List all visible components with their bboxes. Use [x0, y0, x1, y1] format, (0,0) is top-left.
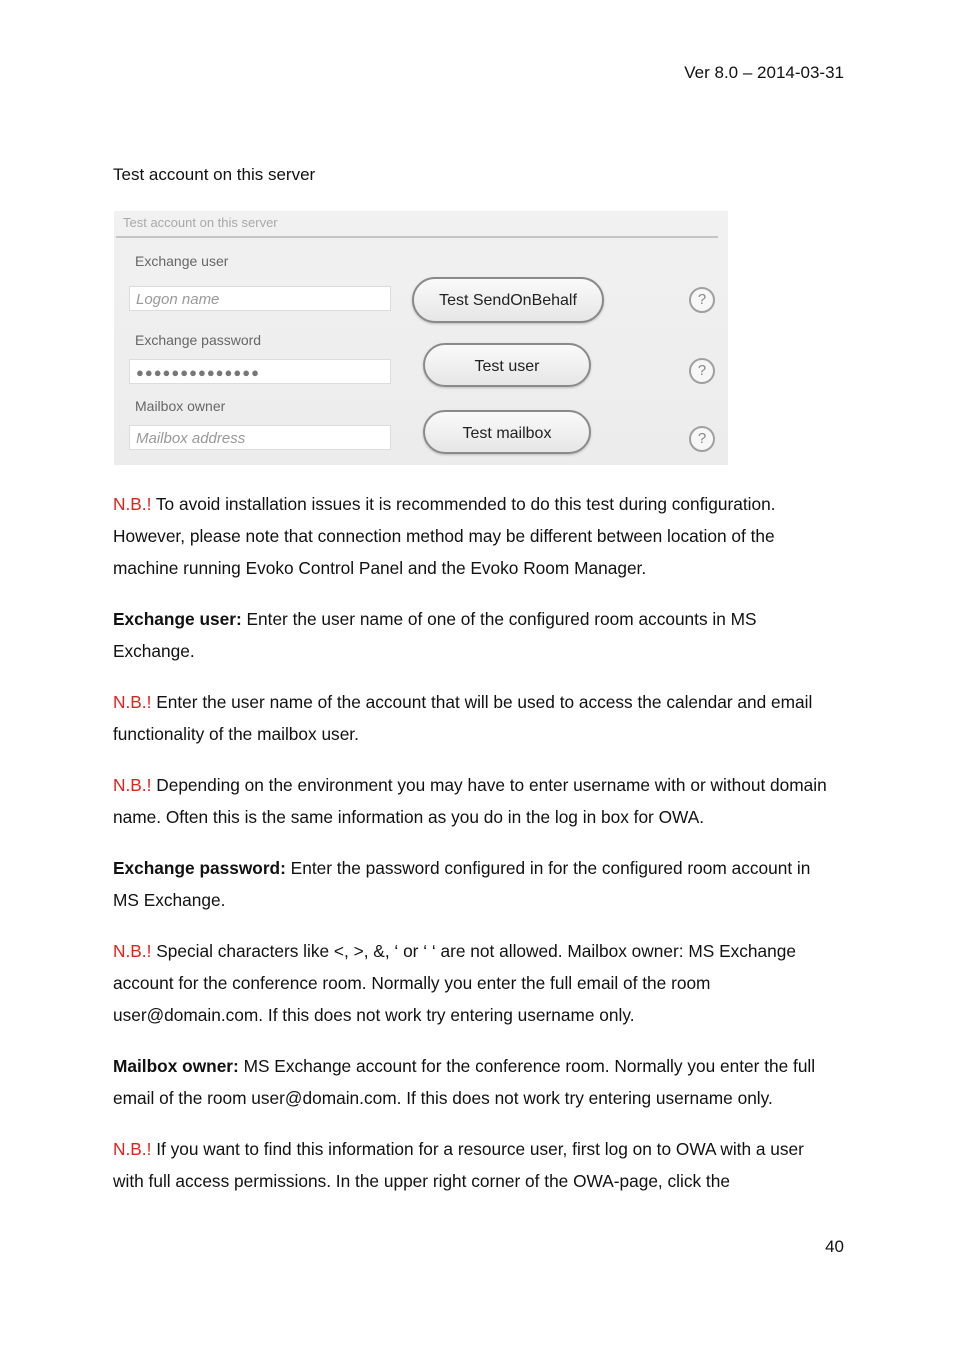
body-text	[113, 488, 839, 1216]
help-icon[interactable]: ?	[689, 358, 715, 384]
exchange-user-label: Exchange user	[135, 253, 229, 269]
section-heading: Test account on this server	[113, 165, 316, 184]
paragraph-text: Depending on the environment you may have to enter username with or without domain name. Often this is the same information as you do in the log in box for OWA.	[113, 775, 827, 827]
help-icon[interactable]: ?	[689, 287, 715, 313]
panel-title: Test account on this server	[123, 215, 278, 230]
page-number: 40	[825, 1237, 844, 1256]
logon-name-input[interactable]: Logon name	[129, 286, 391, 311]
exchange-password-label: Exchange password	[135, 332, 262, 348]
paragraph	[113, 603, 839, 667]
paragraph	[113, 686, 839, 750]
mailbox-owner-label: Mailbox owner	[135, 398, 226, 414]
term: Mailbox owner:	[113, 1056, 239, 1076]
paragraph	[113, 1050, 839, 1114]
test-mailbox-button[interactable]: Test mailbox	[423, 410, 591, 454]
paragraph	[113, 935, 839, 1031]
mailbox-address-input[interactable]: Mailbox address	[129, 425, 391, 450]
version-header: Ver 8.0 – 2014-03-31	[684, 63, 844, 82]
paragraph-text: If you want to find this information for a resource user, first log on to OWA with a user with full access permissions. In the upper right corner of the OWA-page, click the	[113, 1139, 804, 1191]
paragraph-text: Enter the password configured in for the configured room account in MS Exchange.	[113, 858, 811, 910]
help-icon[interactable]: ?	[689, 426, 715, 452]
term: Exchange user:	[113, 609, 242, 629]
test-user-button[interactable]: Test user	[423, 343, 591, 387]
paragraph-text: Special characters like <, >, &, ‘ or ‘ ‘ are not allowed. Mailbox owner: MS Exchange account for the conference room. Normally you enter the full email of the room user@domain.com. If this does not work try entering username only.	[113, 941, 796, 1025]
test-sendonbehalf-button[interactable]: Test SendOnBehalf	[412, 277, 604, 323]
test-account-panel-screenshot	[114, 211, 728, 465]
term: Exchange password:	[113, 858, 286, 878]
paragraph-text: Enter the user name of one of the configured room accounts in MS Exchange.	[113, 609, 757, 661]
paragraph	[113, 769, 839, 833]
panel-divider	[116, 236, 718, 238]
nb-marker: N.B.!	[113, 941, 152, 961]
nb-marker: N.B.!	[113, 775, 152, 795]
nb-marker: N.B.!	[113, 692, 152, 712]
paragraph	[113, 1133, 839, 1197]
exchange-password-input[interactable]: ●●●●●●●●●●●●●●	[129, 359, 391, 384]
paragraph	[113, 852, 839, 916]
paragraph-text: MS Exchange account for the conference room. Normally you enter the full email of the room user@domain.com. If this does not work try entering username only.	[113, 1056, 816, 1108]
nb-marker: N.B.!	[113, 494, 152, 514]
paragraph-text: To avoid installation issues it is recommended to do this test during configuration. However, please note that connection method may be different between location of the machine running Evoko Control Panel and the Evoko Room Manager.	[113, 494, 776, 578]
nb-marker: N.B.!	[113, 1139, 152, 1159]
paragraph	[113, 488, 839, 584]
paragraph-text: Enter the user name of the account that will be used to access the calendar and email functionality of the mailbox user.	[113, 692, 813, 744]
